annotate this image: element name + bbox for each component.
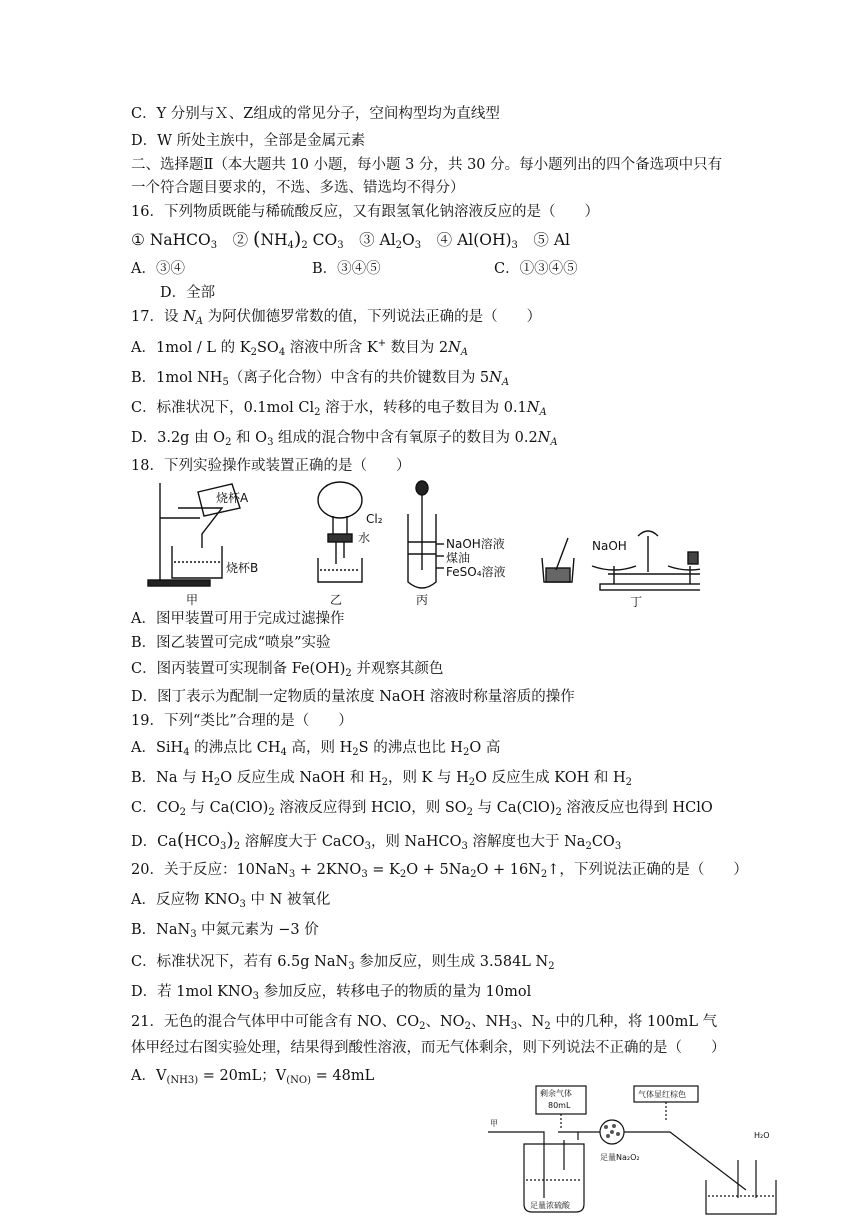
caption-yi: 乙 — [330, 593, 343, 607]
caption-jia: 甲 — [186, 593, 199, 607]
red-brown-gas-label: 气体显红棕色 — [638, 1090, 686, 1099]
caption-bing: 丙 — [416, 593, 429, 607]
section-heading-cont: 一个符合题目要求的，不选、多选、错选均不得分） — [131, 180, 465, 196]
question-20-option-c: C．标准状况下，若有 6.5g NaN$_3$ 参加反应，则生成 3.584L $N_2$ — [131, 954, 555, 972]
question-20: 20．关于反应：$10NaN_3 + 2KNO_3 = K_2O + 5Na_2O$ + $16N_2↑$，下列说法正确的是（ ） — [131, 862, 748, 880]
question-19-option-d: D．$Ca(HCO_3)_2$ 溶解度大于 CaCO$_3$，则 NaHCO$_3$ 溶解度也大于 $Na_2CO_3$ — [131, 829, 622, 852]
question-17-option-b: B．1mol $NH_5$（离子化合物）中含有的共价键数目为 $5N_A$ — [131, 370, 510, 388]
question-17-option-c: C．标准状况下，0.1mol $Cl_2$ 溶于水，转移的电子数目为 $0.1N_A$ — [131, 400, 547, 418]
question-19-option-c: C．$CO_2$ 与 $Ca(ClO)_2$ 溶液反应得到 HClO，则 $SO_2$ 与 $Ca(ClO)_2$ 溶液反应也得到 HClO — [131, 800, 713, 818]
question-18-option-a: A．图甲装置可用于完成过滤操作 — [131, 611, 345, 627]
question-18-option-d: D．图丁表示为配制一定物质的量浓度 NaOH 溶液时称量溶质的操作 — [131, 689, 575, 705]
question-18-option-c: C．图丙装置可实现制备 $Fe(OH)_2$ 并观察其颜色 — [131, 661, 444, 679]
bing-label-feso4: FeSO₄溶液 — [446, 565, 506, 579]
inlet-label: 甲 — [490, 1119, 498, 1128]
remaining-gas-volume: 80mL — [548, 1101, 571, 1110]
question-20-option-d: D．若 1mol $KNO_3$ 参加反应，转移电子的物质的量为 10mol — [131, 984, 532, 1002]
h2o-label: H₂O — [754, 1131, 770, 1140]
bing-label-naoh: NaOH溶液 — [446, 537, 505, 551]
question-18: 18．下列实验操作或装置正确的是（ ） — [131, 458, 411, 474]
jia-label-a: 烧杯A — [216, 491, 249, 505]
question-17-option-d: D．3.2g 由 $O_2$ 和 $O_3$ 组成的混合物中含有氧原子的数目为 $0.2N_A$ — [131, 430, 558, 448]
question-21-option-a: A．$V_{(NH3)} = 20mL$；$V_{(NO)} = 48mL$ — [131, 1068, 375, 1086]
caption-ding: 丁 — [630, 595, 643, 609]
option-c-prev: C．Y 分别与Ｘ、Z组成的常见分子，空间构型均为直线型 — [131, 106, 500, 122]
h2so4-label: 足量浓硫酸 — [530, 1201, 570, 1210]
question-16-option-c: C．①③④⑤ — [494, 261, 578, 277]
question-16-items: ① NaHCO$_3$ ② $(NH_4)_2$ $CO_3$ ③ $Al_2O_3$ ④ $Al(OH)_3$ ⑤ Al — [131, 228, 570, 251]
question-16-option-d: D．全部 — [160, 285, 216, 301]
yi-label-cl2: Cl₂ — [366, 512, 383, 526]
remaining-gas-title: 剩余气体 — [540, 1089, 572, 1098]
question-19-option-b: B．Na 与 $H_2O$ 反应生成 NaOH 和 $H_2$，则 K 与 $H_2O$ 反应生成 KOH 和 $H_2$ — [131, 770, 632, 788]
question-16-option-b: B．③④⑤ — [312, 261, 381, 277]
na2o2-label: 足量Na₂O₂ — [600, 1153, 640, 1162]
section-heading: 二、选择题Ⅱ（本大题共 10 小题，每小题 3 分，共 30 分。每小题列出的四个备选项中只有 — [131, 157, 723, 173]
figure-q21-apparatus — [484, 1080, 784, 1216]
question-16: 16．下列物质既能与稀硫酸反应，又有跟氢氧化钠溶液反应的是（ ） — [131, 204, 599, 220]
apparatus-yi — [318, 482, 362, 582]
question-19: 19．下列“类比”合理的是（ ） — [131, 713, 353, 729]
bing-label-oil: 煤油 — [446, 551, 471, 565]
ding-label-naoh: NaOH — [592, 539, 627, 553]
question-17-option-a: A．1mol / L 的 $K_2SO_4$ 溶液中所含 K+ 数目为 $2N_A$ — [131, 338, 469, 358]
question-16-option-a: A．③④ — [131, 261, 185, 277]
question-21-cont: 体甲经过右图实验处理，结果得到酸性溶液，而无气体剩余，则下列说法不正确的是（ ） — [131, 1040, 726, 1056]
figure-q18-apparatus — [140, 478, 700, 613]
question-19-option-a: A．SiH$_4$ 的沸点比 $CH_4$ 高，则 $H_2S$ 的沸点也比 $H_2O$ 高 — [131, 740, 501, 758]
yi-label-water: 水 — [358, 531, 371, 545]
question-17: 17．设 $N_A$ 为阿伏伽德罗常数的值，下列说法正确的是（ ） — [131, 309, 542, 327]
jia-label-b: 烧杯B — [226, 561, 259, 575]
question-21: 21．无色的混合气体甲中可能含有 NO、$CO_2$、$NO_2$、$NH_3$、$N_2$ 中的几种，将 100mL 气 — [131, 1014, 718, 1032]
option-d-prev: D．W 所处主族中，全部是金属元素 — [131, 133, 366, 149]
question-20-option-b: B．NaN$_3$ 中氮元素为 −3 价 — [131, 922, 319, 940]
question-20-option-a: A．反应物 $KNO_3$ 中 N 被氧化 — [131, 892, 331, 910]
apparatus-bing — [408, 481, 444, 588]
question-18-option-b: B．图乙装置可完成“喷泉”实验 — [131, 635, 331, 651]
